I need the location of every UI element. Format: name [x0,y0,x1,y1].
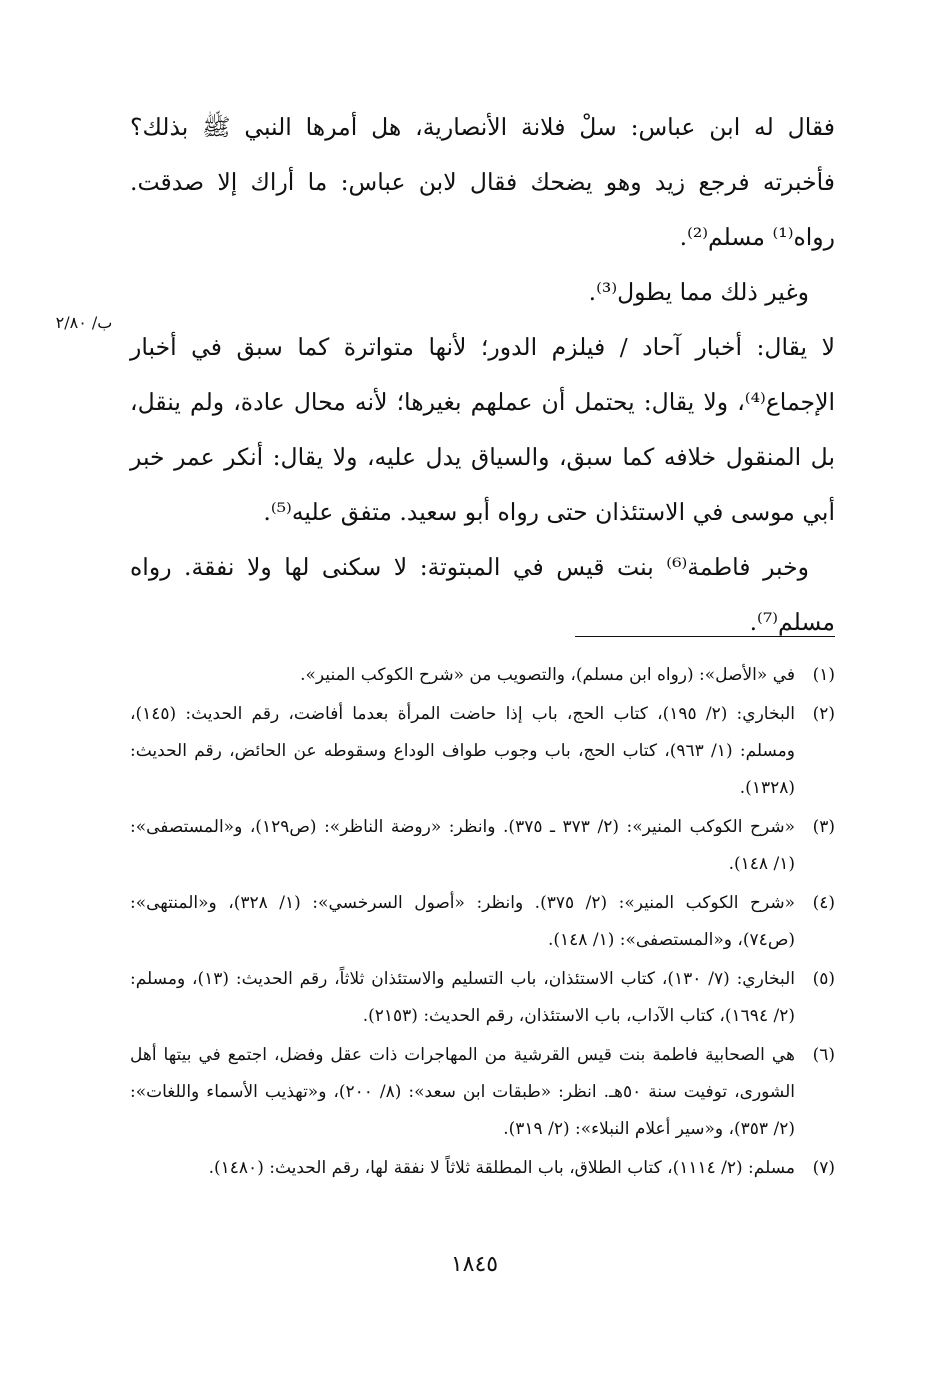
footnote-6 [130,1037,835,1148]
footnote-7 [130,1150,835,1187]
footnote-number: (٢) [812,704,835,724]
footnote-text: «شرح الكوكب المنير»: (٢/ ٣٧٥). وانظر: «أصول السرخسي»: (١/ ٣٢٨)، و«المنتهى»: (ص٧٤)، و«المستصفى»: (١/ ١٤٨). [130,893,796,950]
footnote-4 [130,885,835,959]
manuscript-folio-note: ب/ ٢/٨٠ [55,313,113,332]
paragraph-2: وغير ذلك مما يطول⁽³⁾. [588,278,809,306]
footnote-2 [130,696,835,807]
footnotes [130,657,835,1189]
paragraph-3: لا يقال: أخبار آحاد / فيلزم الدور؛ لأنها متواترة كما سبق في أخبار الإجماع⁽⁴⁾، ولا يقال: يحتمل أن عملهم بغيرها؛ لأنه محال عادة، ولم ينقل، بل المنقول خلافه كما سبق، والسياق يدل عليه، ولا يقال: أنكر عمر خبر أبي موسى في الاستئذان حتى رواه أبو سعيد. متفق عليه⁽⁵⁾. [130,333,835,526]
footnote-number: (٣) [812,817,835,837]
footnote-number: (٧) [812,1158,835,1178]
footnote-3 [130,809,835,883]
footnote-5 [130,961,835,1035]
main-text [130,100,835,650]
footnote-text: مسلم: (٢/ ١١١٤)، كتاب الطلاق، باب المطلقة ثلاثاً لا نفقة لها، رقم الحديث: (١٤٨٠). [208,1158,795,1178]
paragraph-1: فقال له ابن عباس: سلْ فلانة الأنصارية، هل أمرها النبي ﷺ بذلك؟ فأخبرته فرجع زيد وهو يضحك فقال لابن عباس: ما أراك إلا صدقت. رواه⁽¹⁾ مسلم⁽²⁾. [130,113,835,251]
paragraph-4: وخبر فاطمة⁽⁶⁾ بنت قيس في المبتوتة: لا سكنى لها ولا نفقة. رواه مسلم⁽⁷⁾. [130,553,835,636]
footnote-1 [130,657,835,694]
footnote-number: (١) [812,665,835,685]
page-number: ١٨٤٥ [450,1252,499,1277]
footnote-number: (٤) [812,893,835,913]
footnote-text: في «الأصل»: (رواه ابن مسلم)، والتصويب من «شرح الكوكب المنير». [300,665,795,685]
footnote-text: هي الصحابية فاطمة بنت قيس القرشية من المهاجرات ذات عقل وفضل، اجتمع في بيتها أهل الشورى، توفيت سنة ٥٠هـ. انظر: «طبقات ابن سعد»: (٨/ ٢٠٠)، و«تهذيب الأسماء واللغات»: (٢/ ٣٥٣)، و«سير أعلام النبلاء»: (٢/ ٣١٩). [130,1045,795,1139]
footnote-number: (٦) [812,1045,835,1065]
footnote-text: البخاري: (٢/ ١٩٥)، كتاب الحج، باب إذا حاضت المرأة بعدما أفاضت، رقم الحديث: (١٤٥)، ومسلم: (١/ ٩٦٣)، كتاب الحج، باب وجوب طواف الوداع وسقوطه عن الحائض، رقم الحديث: (١٣٢٨). [130,704,795,798]
footnote-separator [575,636,835,637]
footnote-text: البخاري: (٧/ ١٣٠)، كتاب الاستئذان، باب التسليم والاستئذان ثلاثاً، رقم الحديث: (١٣)، ومسلم: (٢/ ١٦٩٤)، كتاب الآداب، باب الاستئذان، رقم الحديث: (٢١٥٣). [130,969,796,1026]
footnote-number: (٥) [812,969,835,989]
footnote-text: «شرح الكوكب المنير»: (٢/ ٣٧٣ ـ ٣٧٥). وانظر: «روضة الناظر»: (ص١٢٩)، و«المستصفى»: (١/ ١٤٨). [130,817,795,874]
